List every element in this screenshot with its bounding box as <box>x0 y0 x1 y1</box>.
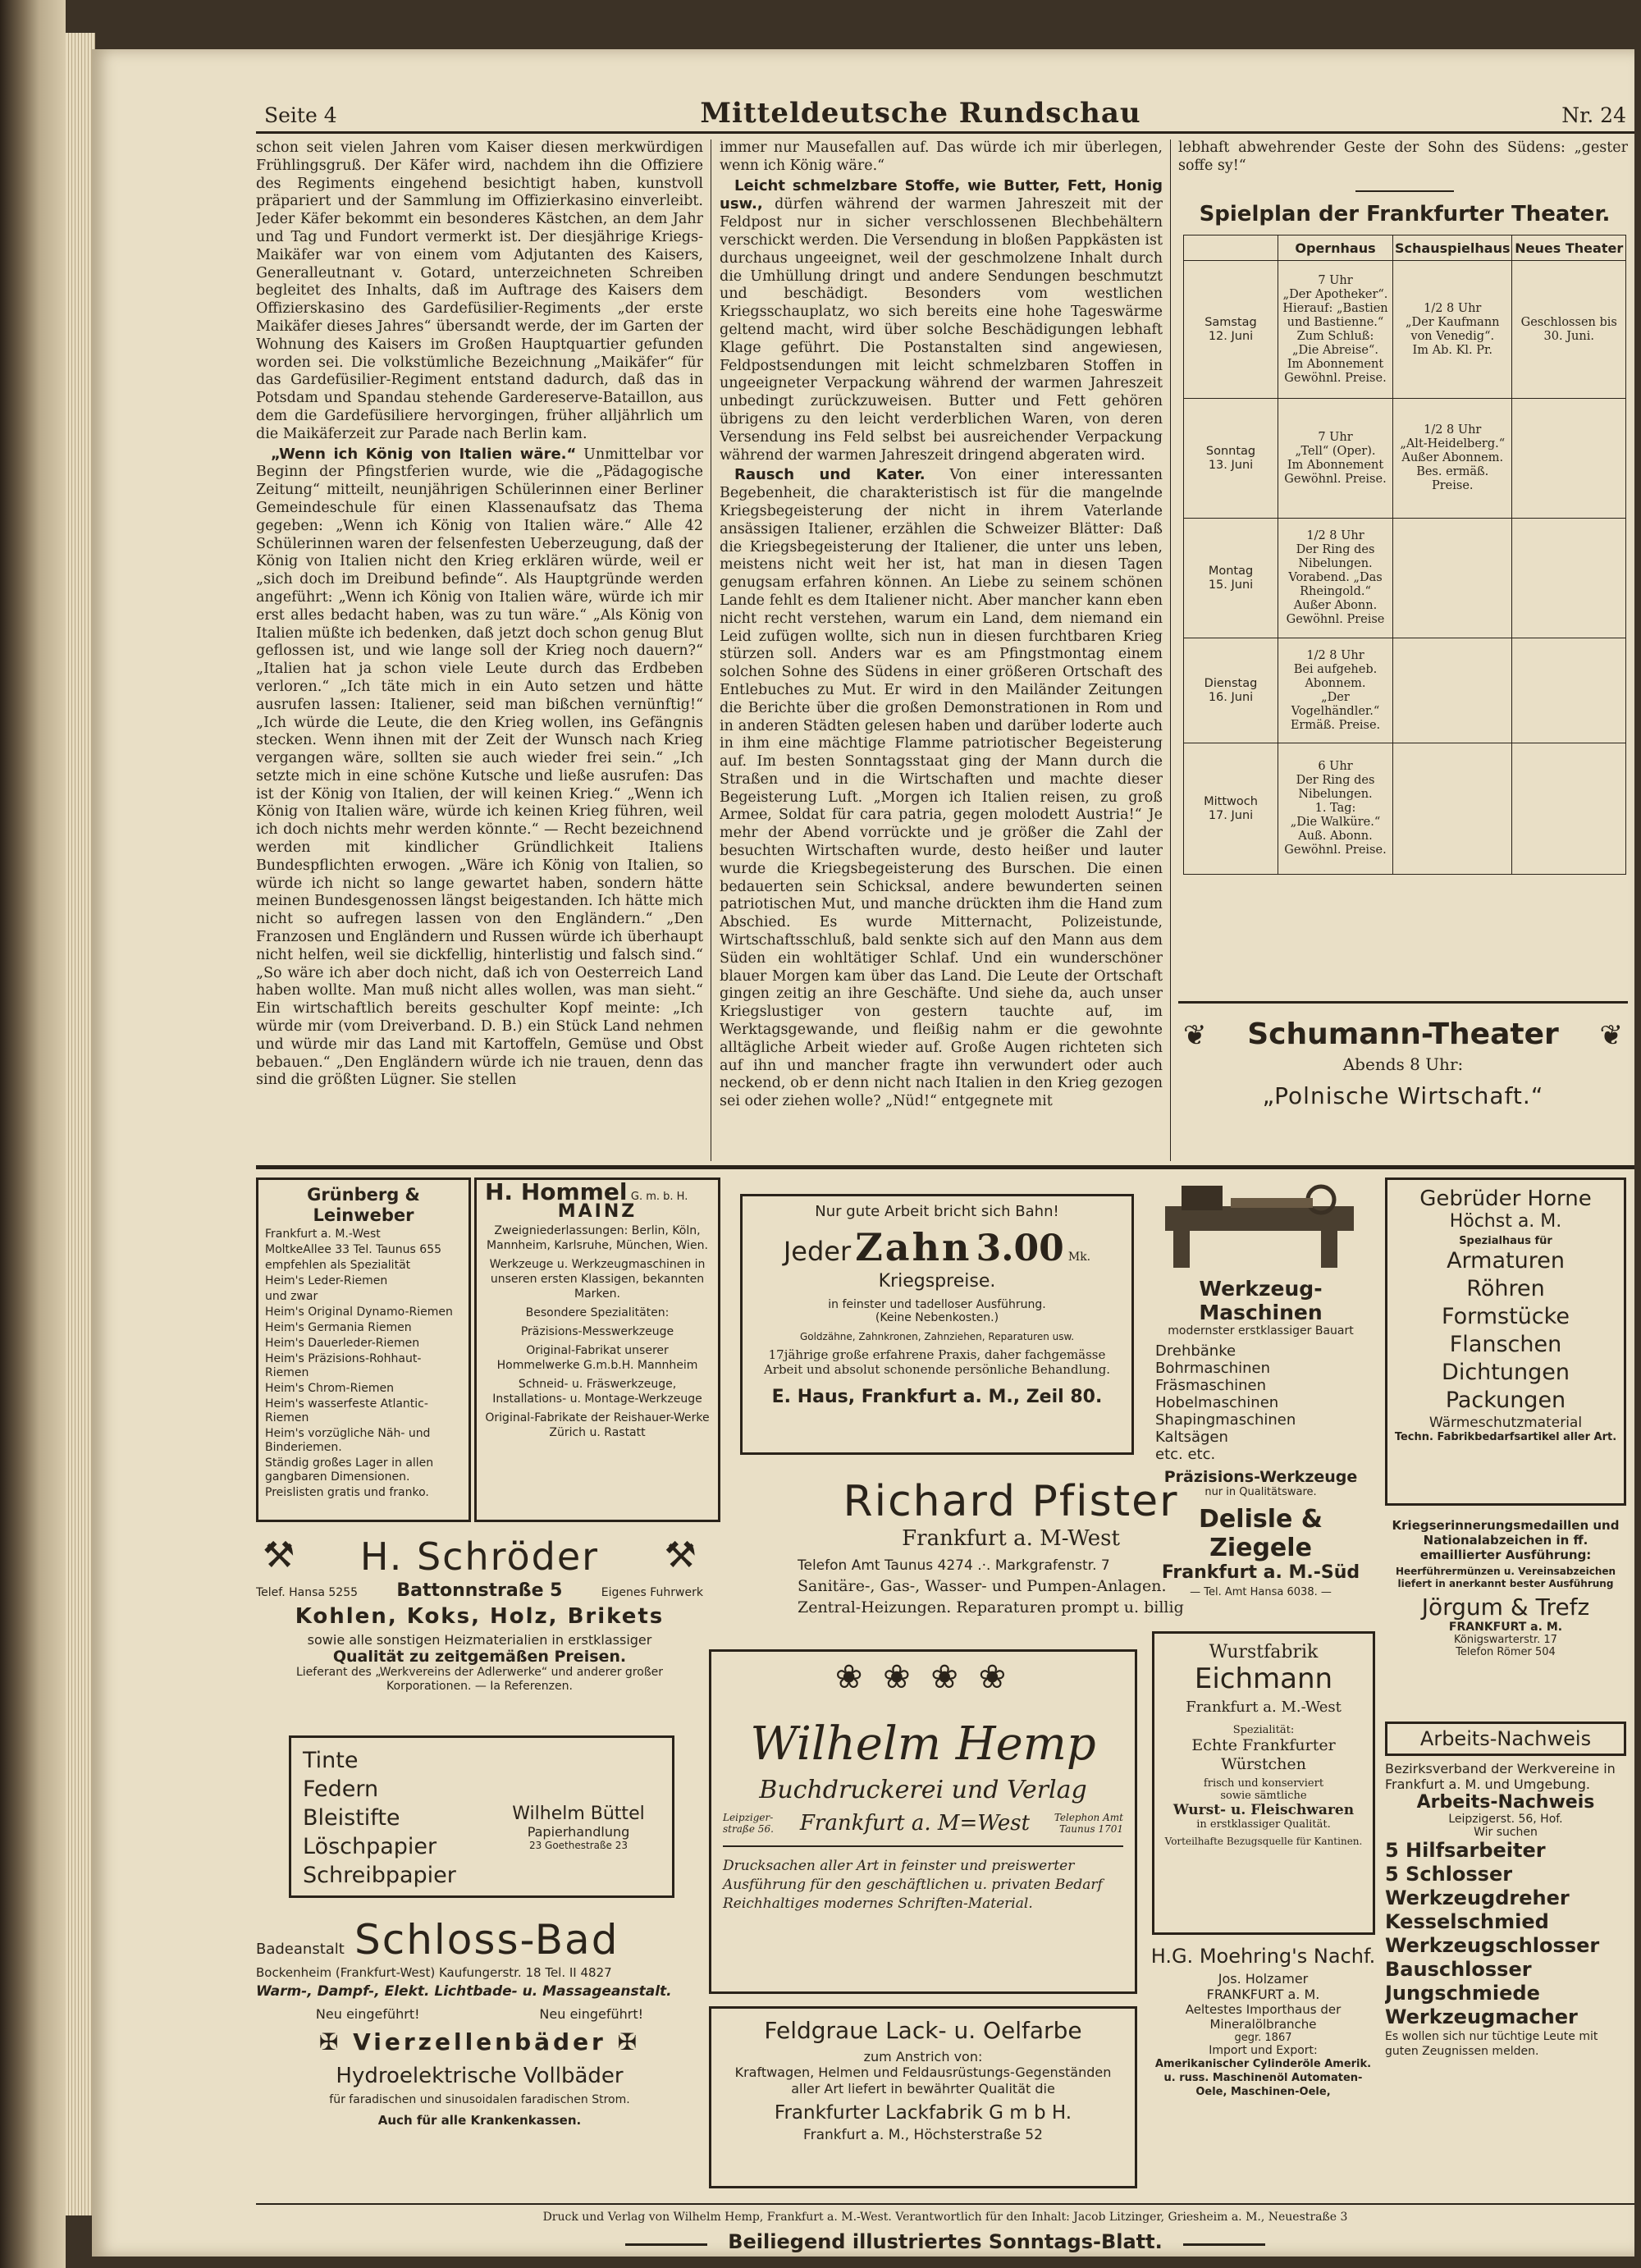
ad-schloss-vier: Vierzellenbäder <box>353 2028 606 2055</box>
theater-cell: 6 Uhr Der Ring des Nibelungen. 1. Tag: „Die Walküre.“ Auß. Abonn. Gewöhnl. Preise. <box>1278 743 1393 875</box>
ad-werkzeug-item: Bohrmaschinen <box>1155 1360 1270 1377</box>
ad-gruenberg-lines <box>265 1228 462 1500</box>
ad-arbeit-item: Werkzeugdreher <box>1385 1886 1570 1909</box>
ad-werkzeug-item: Hobelmaschinen <box>1155 1394 1279 1411</box>
ad-zahn-haus <box>740 1194 1134 1455</box>
ad-gruenberg-leinweber <box>256 1177 471 1522</box>
page-number-label: Seite 4 <box>264 103 337 127</box>
ad-schloss-hydro: Hydroelektrische Vollbäder <box>336 2064 624 2088</box>
ad-werkzeug-items <box>1144 1342 1378 1463</box>
ad-schroeder-l3: Qualität zu zeitgemäßen Preisen. <box>332 1648 627 1666</box>
ad-werkzeug-firm: Delisle & Ziegele <box>1199 1505 1323 1562</box>
theater-day-cell: Montag 15. Juni <box>1184 519 1278 638</box>
ad-buettel-item: Tinte <box>303 1748 359 1773</box>
ad-pfister-city: Frankfurt a. M-West <box>902 1526 1120 1551</box>
article-conclusion: lebhaft abwehrender Geste der Sohn des Südens: „gester soffe sy!“ <box>1178 139 1628 174</box>
ad-buettel-item: Löschpapier <box>303 1834 437 1859</box>
ad-horne-item: Armaturen <box>1447 1248 1565 1273</box>
ad-gruenberg-line: Preislisten gratis und franko. <box>265 1486 429 1499</box>
ad-gruenberg-line: Heim's wasserfeste Atlantic-Riemen <box>265 1397 428 1424</box>
theater-cell <box>1512 743 1626 875</box>
ad-gruenberg-line: Heim's Präzisions-Rohhaut-Riemen <box>265 1352 422 1379</box>
ad-werkzeug-item: Fräsmaschinen <box>1155 1377 1266 1394</box>
ad-hommel-line: Präzisions-Messwerkzeuge <box>520 1325 674 1338</box>
ad-joergum-addr: Königswarterstr. 17 <box>1454 1634 1557 1646</box>
theater-cell: 1/2 8 Uhr „Der Kaufmann von Venedig“. Im Ab. Kl. Pr. <box>1393 261 1512 399</box>
theater-cell: 7 Uhr „Tell“ (Oper). Im Abonnement Gewöhnl. Preise. <box>1278 399 1393 519</box>
theater-rule <box>1178 1001 1628 1004</box>
ad-moehring-l1: Jos. Holzamer <box>1218 1971 1309 1987</box>
ad-schroeder-name: H. Schröder <box>359 1534 600 1579</box>
ad-werkzeug-item: Kaltsägen <box>1155 1429 1228 1446</box>
ad-moehring-l2: FRANKFURT a. M. <box>1206 1987 1320 2002</box>
ad-eichmann-l4: Wurst- u. Fleischwaren <box>1172 1802 1355 1818</box>
ad-hemp-rule <box>723 1845 1123 1847</box>
ad-eichmann <box>1152 1631 1375 1935</box>
schumann-theater-ad <box>1178 1008 1628 1155</box>
ad-hommel-lines <box>485 1223 710 1440</box>
ad-horne-item: Flanschen <box>1449 1332 1562 1357</box>
footer-supplement <box>256 2230 1634 2253</box>
theater-day-cell: Mittwoch 17. Juni <box>1184 743 1278 875</box>
theater-cell <box>1393 743 1512 875</box>
book-spine <box>0 0 66 2268</box>
flower-baskets-icon: ❀ ❀ ❀ ❀ <box>834 1658 1012 1696</box>
article-column-1 <box>256 139 703 1161</box>
ad-delisle-ziegele <box>1144 1182 1378 1608</box>
ad-gruenberg-line: Heim's Leder-Riemen <box>265 1274 388 1287</box>
ad-werkzeug-l1: modernster erstklassiger Bauart <box>1168 1324 1354 1337</box>
ad-schloss-title: Schloss-Bad <box>354 1916 619 1964</box>
theater-row <box>1184 743 1626 875</box>
ad-eichmann-title: Wurstfabrik <box>1209 1642 1319 1662</box>
lathe-machine-icon <box>1157 1182 1362 1272</box>
ad-lack-addr: Frankfurt a. M., Höchsterstraße 52 <box>803 2127 1043 2143</box>
theater-day-cell: Dienstag 16. Juni <box>1184 638 1278 743</box>
ad-gruenberg-line: Ständig großes Lager in allen gangbaren Dimensionen. <box>265 1456 434 1484</box>
ad-hemp-name: Wilhelm Hemp <box>750 1717 1096 1771</box>
ad-arbeit-item: Kesselschmied <box>1385 1910 1549 1933</box>
hammers-icon-right: ⚒ <box>664 1534 697 1576</box>
ad-pfister-tel: Telefon Amt Taunus 4274 .·. Markgrafenstr. 7 <box>798 1557 1110 1574</box>
ad-schloss-bad <box>256 1916 703 2187</box>
ad-hemp-city: Frankfurt a. M=West <box>799 1811 1031 1836</box>
theater-cell <box>1393 638 1512 743</box>
column-divider <box>1170 139 1171 1161</box>
ad-joergum-name: Jörgum & Trefz <box>1421 1594 1590 1621</box>
ad-horne-item: Formstücke <box>1442 1304 1570 1329</box>
ad-arbeit-item: Jungschmiede <box>1385 1982 1540 2005</box>
ad-feldgraue-lack <box>709 2006 1137 2188</box>
article-continued: immer nur Mausefallen auf. Das würde ich mir überlegen, wenn ich König wäre.“ <box>720 139 1163 174</box>
ad-gruenberg-line: Frankfurt a. M.-West <box>265 1228 381 1241</box>
ad-eichmann-city: Frankfurt a. M.-West <box>1186 1699 1342 1716</box>
ad-schloss-neu1: Neu eingeführt! <box>315 2006 420 2022</box>
ad-eichmann-l5: in erstklassiger Qualität. <box>1196 1818 1331 1831</box>
ad-horne-city: Höchst a. M. <box>1449 1211 1562 1232</box>
ad-joergum-top: Kriegserinnerungsmedaillen und Nationalabzeichen in ff. emaillierter Ausführung: <box>1392 1518 1620 1562</box>
theater-day-cell: Samstag 12. Juni <box>1184 261 1278 399</box>
ad-arbeit-l3: Leipzigerst. 56, Hof. <box>1448 1813 1563 1826</box>
ad-haus-l4: 17jährige große erfahrene Praxis, daher fachgemässe Arbeit und absolut schonende persönliche Behandlung. <box>763 1347 1111 1377</box>
ad-schloss-addr: Bockenheim (Frankfurt-West) Kaufungerstr. 18 Tel. II 4827 <box>256 1965 612 1980</box>
ad-arbeit-l4: Wir suchen <box>1474 1826 1538 1839</box>
ad-gruenberg-title: Grünberg & Leinweber <box>307 1185 420 1225</box>
ad-hommel-line: Zweigniederlassungen: Berlin, Köln, Mannheim, Karlsruhe, München, Wien. <box>487 1224 708 1252</box>
ads-separator <box>256 1165 1634 1169</box>
ad-gruenberg-line: empfehlen als Spezialität <box>265 1259 411 1272</box>
ad-hemp-sub: Buchdruckerei und Verlag <box>759 1776 1087 1804</box>
ad-moehring-l5: Import und Export: <box>1209 2044 1318 2057</box>
ad-eichmann-l1: Echte Frankfurter Würstchen <box>1191 1736 1336 1773</box>
ad-buettel-addr: 23 Goethestraße 23 <box>528 1840 629 1851</box>
ad-buettel-name: Wilhelm Büttel <box>512 1804 645 1824</box>
ad-werkzeug-item: Drehbänke <box>1155 1342 1236 1360</box>
article-italien-body: Unmittelbar vor Beginn der Pfingstferien wurde, wie die „Pädagogische Zeitung“ mitteilt, neunjährigen Schülerinnen einer Berliner Gemeindeschule für einen Klassenaufsatz das Thema gegeben: „Wenn ich König von Italien wäre.“ Alle 42 Schülerinnen waren der felsenfesten Ueberzeugung, daß der König von Italien nicht den Krieg erklären würde, weil er „sich doch im Dreibund befinde“. Als Hauptgründe werden angeführt: „Wenn ich König von Italien wäre, würde ich mir erst alles bedacht haben, was zu tun wäre.“ „Als König von Italien müßte ich bedenken, daß jetzt doch schon genug Blut geflossen ist, und wie lange soll der Krieg noch dauern?“ „Italien hat ja schon viele Leute durch das Erdbeben verloren.“ „Ich täte mich in ein Auto setzen und hätte ausrufen lassen: Italiener, seid man bißchen vernünftig!“ „Ich würde die Leute, die den Krieg wollen, ins Gefängnis stecken. Wenn ihnen mit der Zeit der Wunsch nach Krieg vergangen wäre, sollten sie auch wieder frei sein.“ „Ich setzte mich in eine schöne Kutsche und ließe ausrufen: Das ist der König von Italien, der will keinen Krieg.“ „Wenn ich König von Italien wäre, würde ich keinen Krieg führen, weil ich doch nichts mehr werden könnte.“ — Recht bezeichnend werden mit kindlicher Gründlichkeit Italiens Bundespflichten erwogen. „Wäre ich König von Italien, so würde ich nicht so lange gewartet haben, sondern hätte meinen Bundesgenossen längst beigestanden. Ich hätte mich nicht so aufregen lassen von den Engländern.“ „Den Franzosen und Engländern und Russen würde ich überhaupt nicht helfen, weil sie dickfellig, hinterlistig und falsch sind.“ „So wäre ich aber doch nicht, daß ich von Oesterreich Land haben wollte. Man muß nicht alles wollen, was man sieht.“ Ein wirtschaftlich bereits geschulter Kopf meinte: „Ich würde mir (vom Dreiverband. D. B.) ein Stück Land nehmen und würde mir das Land mit Kartoffeln, Gemüse und Obst bebauen.“ „Den Engländern würde ich nie trauen, denn das sind die größten Lügner. Sie stellen <box>256 446 703 1089</box>
ad-joergum-city: FRANKFURT a. M. <box>1448 1621 1563 1634</box>
ad-haus-l2: (Keine Nebenkosten.) <box>875 1311 999 1324</box>
ad-lack-title: Feldgraue Lack- u. Oelfarbe <box>764 2017 1082 2044</box>
ad-horne-item: Dichtungen <box>1442 1360 1570 1385</box>
ad-moehring-title: H.G. Moehring's Nachf. <box>1150 1945 1376 1968</box>
ad-gruenberg-line: Heim's Original Dynamo-Riemen <box>265 1305 453 1319</box>
ad-joergum-l1: Heerführermünzen u. Vereinsabzeichen liefert in anerkannt bester Ausführung <box>1395 1566 1616 1589</box>
ad-schroeder-l4: Lieferant des „Werkvereins der Adlerwerke“ und anderer großer Korporationen. — Ia Referenzen. <box>295 1666 664 1693</box>
theater-row <box>1184 261 1626 399</box>
ad-hommel-line: Original-Fabrikat unserer Hommelwerke G.m.b.H. Mannheim <box>496 1344 698 1372</box>
ad-gruenberg-line: Heim's vorzügliche Näh- und Binderiemen. <box>265 1427 431 1454</box>
ad-gruenberg-line: Heim's Chrom-Riemen <box>265 1382 394 1395</box>
ad-buettel-firm <box>488 1804 669 1851</box>
ad-buettel-items <box>303 1746 456 1890</box>
schumann-title: Schumann-Theater <box>1247 1017 1559 1051</box>
ad-horne-spez: Spezialhaus für <box>1459 1235 1552 1247</box>
schumann-time: Abends 8 Uhr: <box>1342 1054 1464 1074</box>
ad-hommel <box>474 1177 720 1522</box>
ornament-left-icon: ❦ <box>1183 1019 1207 1052</box>
theater-day-cell: Sonntag 13. Juni <box>1184 399 1278 519</box>
ad-hommel-gmbh: G. m. b. H. <box>630 1191 688 1203</box>
article-heading-butter: Leicht schmelzbare Stoffe, wie Butter, Fett, Honig usw., <box>720 176 1163 213</box>
cross-icon-right: ✠ <box>617 2028 641 2055</box>
ad-hommel-line: Schneid- u. Fräswerkzeuge, Installations- u. Montage-Werkzeuge <box>492 1378 702 1406</box>
theater-cell <box>1512 519 1626 638</box>
masthead-title: Mitteldeutsche Rundschau <box>700 97 1141 130</box>
article-column-2 <box>720 139 1163 1161</box>
ad-joergum-trefz <box>1385 1518 1626 1715</box>
ad-haus-l1: in feinster und tadelloser Ausführung. <box>828 1298 1046 1311</box>
article-rausch-body: Von einer interessanten Begebenheit, die charakteristisch ist für die mangelnde Kriegsbegeisterung der nicht in ihrem Vaterlande ansässigen Italiener, erzählen die Schweizer Blätter: Daß die Kriegsbegeisterung der Italiener, die unter uns leben, meistens nicht weit her ist, hat man in diesen Tagen genugsam erfahren können. An Liebe zu seinem schönen Lande fehlt es dem Italiener nicht. Aber mancher kann eben nicht recht verstehen, warum ein Land, dem niemand ein Leid zufügen wollte, sich nun in diesen furchtbaren Krieg stürzen soll. Anders war es am Pfingstmontag einem solchen Sohne des Südens in einer größeren Ortschaft des Entlebuches zu Mut. Er wird in den Mailänder Zeitungen die Berichte über die großen Demonstrationen in Rom und in anderen Städten gelesen haben und darüber loderte auch in ihm eine mächtige Flamme patriotischer Begeisterung auf. Im besten Sonntagsstaat ging der Mann durch die Straßen und in die Wirtschaften und machte dieser Begeisterung Luft. „Morgen ich Italien reisen, zu groß Armee, Soldat für cara patria, gegen molodett Austria!“ Je mehr der Abend vorrückte und je größer die Zahl der besuchten Wirtschaften wurde, desto heißer und lauter wurde die Kriegsbegeisterung des Burschen. Die einen bedauerten sein Schicksal, andere bewunderten seinen patriotischen Mut, und manche drückten ihm die Hand zum Abschied. Es wurde Mitternacht, Polizeistunde, Wirtschaftsschluß, bald senkte sich auf den Mann aus dem Süden ein wohltätiger Schlaf. Und ein wunderschöner blauer Morgen kam über das Land. Die Leute der Ortschaft gingen zeitig an ihre Geschäfte. Und siehe da, auch unser Kriegslustiger von gestern tauchte auf, im Werktagsgewande, und fleißig nahm er die gewohnte alltägliche Arbeit wieder auf. Große Augen richteten sich auf ihn und mancher fragte ihn verwundert oder auch neckend, ob er denn nicht nach Italien in den Krieg gezogen sei oder ziehen wolle? „Nüd!“ entgegnete mit <box>720 467 1163 1110</box>
ad-buettel-sub: Papierhandlung <box>527 1824 630 1840</box>
ad-horne-l1: Wärmeschutzmaterial <box>1428 1415 1583 1431</box>
ad-hommel-title: H. Hommel <box>485 1178 628 1205</box>
ad-werkzeug-tel: — Tel. Amt Hansa 6038. — <box>1190 1586 1332 1598</box>
ad-buettel-item: Federn <box>303 1776 379 1802</box>
schumann-play: „Polnische Wirtschaft.“ <box>1262 1082 1544 1109</box>
ornament-right-icon: ❦ <box>1599 1019 1623 1052</box>
ad-schloss-l2: für faradischen und sinusoidalen faradischen Strom. <box>329 2093 630 2106</box>
ad-moehring-l4: gegr. 1867 <box>1234 2032 1292 2044</box>
ad-schloss-pre: Badeanstalt <box>256 1941 345 1958</box>
ad-haus-l3: Goldzähne, Zahnkronen, Zahnziehen, Reparaturen usw. <box>799 1331 1075 1342</box>
ad-buettel <box>289 1735 674 1898</box>
ad-arbeit-item: Werkzeugschlosser <box>1385 1934 1600 1957</box>
ad-arbeit-l2: Arbeits-Nachweis <box>1416 1792 1595 1813</box>
ad-eichmann-spez: Spezialität: <box>1232 1724 1295 1736</box>
ad-pfister-l2: Zentral-Heizungen. Reparaturen prompt u. billig <box>798 1598 1184 1616</box>
ad-hommel-line: Werkzeuge u. Werkzeugmaschinen in unseren ersten Klassigen, bekannten Marken. <box>489 1258 706 1301</box>
theater-cell: 1/2 8 Uhr „Alt-Heidelberg.“ Außer Abonnem. Bes. ermäß. Preise. <box>1393 399 1512 519</box>
theater-cell <box>1512 638 1626 743</box>
issue-number: Nr. 24 <box>1561 103 1626 127</box>
footer-line-left <box>625 2243 707 2246</box>
ad-hommel-line: Besondere Spezialitäten: <box>525 1306 670 1319</box>
ad-schroeder-line: Kohlen, Koks, Holz, Brikets <box>295 1604 665 1629</box>
ad-hemp-body: Drucksachen aller Art in feinster und preiswerter Ausführung für den geschäftlichen u. privaten Bedarf Reichhaltiges modernes Schriften-Material. <box>723 1858 1103 1912</box>
ad-hommel-line: Original-Fabrikate der Reishauer-Werke Zürich u. Rastatt <box>485 1411 710 1439</box>
ad-schroeder-l2: sowie alle sonstigen Heizmaterialien in erstklassiger <box>307 1632 652 1648</box>
ad-eichmann-l6: Vorteilhafte Bezugsquelle für Kantinen. <box>1164 1836 1363 1847</box>
ad-horne-items <box>1394 1247 1617 1415</box>
ad-schroeder <box>256 1534 703 1719</box>
theater-cell <box>1512 399 1626 519</box>
ad-haus-jeder: Jeder <box>783 1236 852 1267</box>
theater-col-day <box>1184 235 1278 261</box>
header-rule <box>256 131 1634 134</box>
ad-gruenberg-line: MoltkeAllee 33 Tel. Taunus 655 <box>265 1243 442 1256</box>
ad-schroeder-street: Battonnstraße 5 <box>396 1580 563 1601</box>
article-column-3-top <box>1178 139 1628 189</box>
footer-rule <box>256 2203 1634 2205</box>
newspaper-page <box>92 49 1634 2257</box>
ad-haus-zahn: Zahn <box>855 1225 972 1269</box>
ad-haus-mk: Mk. <box>1067 1251 1091 1264</box>
ad-arbeit-item: 5 Schlosser <box>1385 1863 1513 1886</box>
ad-haus-price: 3.00 <box>976 1228 1064 1269</box>
ad-wilhelm-hemp <box>709 1649 1137 1994</box>
ad-eichmann-l2: frisch und konserviert <box>1203 1777 1324 1790</box>
footer-line-right <box>1183 2243 1265 2246</box>
ad-werkzeug-l3: nur in Qualitätsware. <box>1204 1486 1317 1498</box>
ad-haus-footer: E. Haus, Frankfurt a. M., Zeil 80. <box>771 1387 1103 1407</box>
ad-arbeit-title: Arbeits-Nachweis <box>1385 1722 1626 1756</box>
ad-lack-l1: zum Anstrich von: <box>863 2049 983 2065</box>
theater-col-opernhaus: Opernhaus <box>1278 235 1393 261</box>
ad-moehring <box>1150 1945 1376 2191</box>
ad-schloss-neu2: Neu eingeführt! <box>539 2006 644 2022</box>
theater-col-schauspielhaus: Schauspielhaus <box>1393 235 1512 261</box>
ad-gruenberg-line: Heim's Germania Riemen <box>265 1321 412 1334</box>
theater-row <box>1184 399 1626 519</box>
ad-eichmann-l3: sowie sämtliche <box>1220 1790 1307 1802</box>
theater-cell <box>1393 519 1512 638</box>
theater-cell: 7 Uhr „Der Apotheker“. Hierauf: „Bastien und Bastienne.“ Zum Schluß: „Die Abreise“. Im Abonnement Gewöhnl. Preise. <box>1278 261 1393 399</box>
ad-werkzeug-l2: Präzisions-Werkzeuge <box>1163 1468 1358 1486</box>
cross-icon-left: ✠ <box>318 2028 342 2055</box>
article-heading-rausch: Rausch und Kater. <box>734 466 926 484</box>
article-heading-italien: „Wenn ich König von Italien wäre.“ <box>271 445 577 463</box>
ad-gebrueder-horne <box>1385 1177 1626 1506</box>
ad-pfister-name: Richard Pfister <box>843 1477 1179 1526</box>
ad-moehring-l3: Aeltestes Importhaus der Mineralölbranche <box>1185 2002 1342 2032</box>
ad-hommel-city: MAINZ <box>557 1201 638 1222</box>
ad-eichmann-name: Eichmann <box>1194 1662 1333 1695</box>
ad-arbeit-l5: Es wollen sich nur tüchtige Leute mit guten Zeugnissen melden. <box>1385 2030 1598 2058</box>
ad-schloss-l3: Auch für alle Krankenkassen. <box>377 2113 582 2128</box>
ad-schloss-l1: Warm-, Dampf-, Elekt. Lichtbade- u. Massageanstalt. <box>256 1983 672 2000</box>
ad-pfister-l1: Sanitäre-, Gas-, Wasser- und Pumpen-Anlagen. <box>798 1577 1167 1595</box>
ad-horne-item: Röhren <box>1466 1276 1545 1301</box>
page-edges <box>66 33 95 2215</box>
hammers-icon-left: ⚒ <box>263 1534 295 1576</box>
ad-buettel-item: Bleistifte <box>303 1805 400 1831</box>
theater-cell: 1/2 8 Uhr Der Ring des Nibelungen. Vorabend. „Das Rheingold.“ Außer Abonn. Gewöhnl. Preise <box>1278 519 1393 638</box>
theater-table <box>1183 235 1626 875</box>
theater-row <box>1184 519 1626 638</box>
ad-werkzeug-city: Frankfurt a. M.-Süd <box>1161 1562 1360 1583</box>
ad-werkzeug-title: Werkzeug-Maschinen <box>1199 1277 1323 1324</box>
footer-supplement-text: Beiliegend illustriertes Sonntags-Blatt. <box>728 2230 1163 2253</box>
ad-horne-item: Packungen <box>1445 1388 1566 1413</box>
theater-cell: Geschlossen bis 30. Juni. <box>1512 261 1626 399</box>
ad-arbeit-item: Bauschlosser <box>1385 1958 1532 1981</box>
short-rule <box>1355 190 1454 192</box>
ad-horne-l2: Techn. Fabrikbedarfsartikel aller Art. <box>1394 1431 1617 1443</box>
ad-buettel-item: Schreibpapier <box>303 1863 456 1888</box>
ad-gruenberg-line: Heim's Dauerleder-Riemen <box>265 1337 420 1350</box>
ad-arbeit-l1: Bezirksverband der Werkvereine in Frankfurt a. M. und Umgebung. <box>1385 1761 1616 1792</box>
ad-lack-firm: Frankfurter Lackfabrik G m b H. <box>774 2102 1072 2124</box>
ad-hemp-tel: Telephon Amt Taunus 1701 <box>1054 1812 1123 1835</box>
ad-schroeder-tel: Telef. Hansa 5255 <box>256 1586 359 1599</box>
ad-moehring-l6: Amerikanischer Cylinderöle Amerik. u. russ. Maschinenöl Automaten-Oele, Maschinen-Oele, <box>1154 2058 1372 2098</box>
ad-werkzeug-item: Shapingmaschinen <box>1155 1411 1296 1429</box>
ad-joergum-tel: Telefon Römer 504 <box>1456 1646 1556 1658</box>
ad-arbeit-items <box>1385 1839 1626 2029</box>
ad-werkzeug-item: etc. etc. <box>1155 1446 1216 1463</box>
ad-haus-kriegspreise: Kriegspreise. <box>878 1271 996 1292</box>
ad-horne-title: Gebrüder Horne <box>1419 1187 1592 1211</box>
article-butter-body: dürfen während der warmen Jahreszeit mit der Feldpost nur in sicher verschlossenen Blechbehältern verschickt werden. Die Versendung in bloßen Pappkästen ist durchaus ungeeignet, weil der geschmolzene Inhalt durch die Umhüllung dringt und andere Sendungen beschmutzt und beschädigt. Besonders vom westlichen Kriegsschauplatz, wo sich bereits eine hohe Tageswärme geltend macht, wird über solche Beschädigungen lebhaft Klage geführt. Die Postanstalten sind angewiesen, Feldpostsendungen mit leicht schmelzbaren Stoffen in ungeeigneter Verpackung während der warmen Jahreszeit unbedingt zurückzuweisen. Butter und Fett gehören übrigens zu den leicht verderblichen Waren, von deren Versendung ins Feld selbst bei ausreichender Verpackung während der warmen Jahreszeit dringend abgeraten wird. <box>720 196 1163 464</box>
ad-schroeder-fuhr: Eigenes Fuhrwerk <box>601 1586 703 1599</box>
theater-col-neues-theater: Neues Theater <box>1512 235 1626 261</box>
theater-row <box>1184 638 1626 743</box>
article-maikaefer: schon seit vielen Jahren vom Kaiser diesen merkwürdigen Frühlingsgruß. Der Käfer wird, nachdem ihn die Offiziere des Regiments eingehend besichtigt haben, kunstvoll präpariert und der Sammlung im Offizierkasino einverleibt. Jeder Käfer bekommt ein besonderes Kästchen, an dem Jahr und Tag und Fundort vermerkt ist. Der diesjährige Kriegs-Maikäfer war von einem vom Adjutanten des Kaisers, Generalleutnant v. Gotard, unterzeichneten Schreiben begleitet des Inhalts, daß im Auftrage des Kaisers dem Offizierskasino des Gardefüsilier-Regiments „der erste Maikäfer dieses Jahres“ übersandt werde, der im Garten der Wohnung des Kaisers im Großen Hauptquartier gefunden worden sei. Die volkstümliche Bezeichnung „Maikäfer“ für das Gardefüsilier-Regiment entstand dadurch, daß das in Potsdam und Spandau stehende Gardereserve-Bataillon, aus dem die Gardefüsiliere hervorgingen, früher alljährlich um die Maikäferzeit zur Parade nach Berlin kam. <box>256 139 703 442</box>
ad-arbeits-nachweis <box>1385 1722 1626 2193</box>
ad-gruenberg-line: und zwar <box>265 1290 318 1303</box>
theater-schedule <box>1183 202 1626 875</box>
ad-lack-l2: Kraftwagen, Helmen und Feldausrüstungs-Gegenständen aller Art liefert in bewährter Qualität die <box>734 2065 1112 2097</box>
ad-arbeit-item: 5 Hilfsarbeiter <box>1385 1839 1546 1862</box>
ad-hemp-addr: Leipziger-straße 56. <box>723 1812 774 1835</box>
ad-arbeit-item: Werkzeugmacher <box>1385 2005 1578 2028</box>
ad-haus-top: Nur gute Arbeit bricht sich Bahn! <box>815 1203 1059 1220</box>
theater-cell: 1/2 8 Uhr Bei aufgeheb. Abonnem. „Der Vogelhändler.“ Ermäß. Preise. <box>1278 638 1393 743</box>
theater-title: Spielplan der Frankfurter Theater. <box>1199 202 1611 226</box>
footer-imprint: Druck und Verlag von Wilhelm Hemp, Frankfurt a. M.-West. Verantwortlich für den Inhalt: Jacob Litzinger, Griesheim a. M., Neuestraße 3 <box>542 2211 1348 2224</box>
